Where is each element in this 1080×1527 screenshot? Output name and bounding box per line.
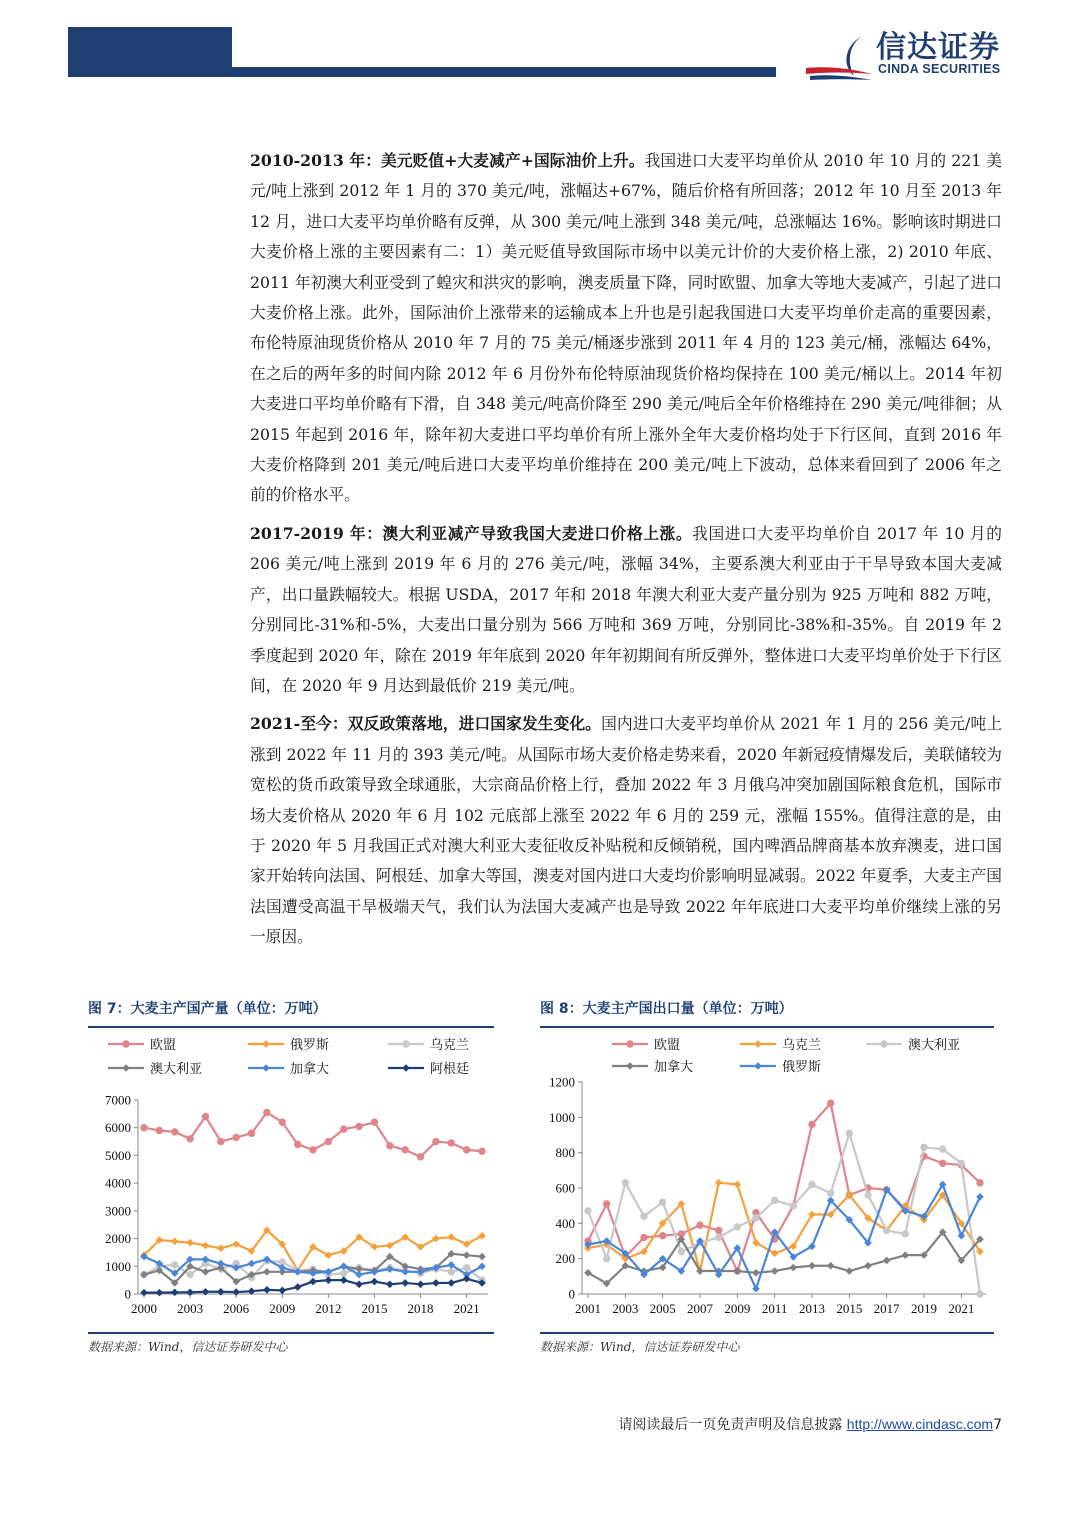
y-tick-label: 600 xyxy=(555,1180,575,1196)
data-point xyxy=(447,1279,455,1287)
data-point xyxy=(659,1233,665,1239)
data-point xyxy=(790,1264,798,1272)
data-point xyxy=(977,1291,983,1297)
y-tick-label: 2000 xyxy=(105,1231,131,1247)
x-tick-label: 2017 xyxy=(873,1301,900,1316)
legend-item xyxy=(248,1038,329,1053)
data-point xyxy=(463,1264,469,1270)
data-point xyxy=(478,1253,486,1261)
x-tick-label: 2003 xyxy=(177,1301,204,1316)
data-point xyxy=(355,1281,363,1289)
data-point xyxy=(715,1227,721,1233)
data-point xyxy=(433,1138,439,1144)
data-point xyxy=(325,1138,331,1144)
paragraph-body: 我国进口大麦平均单价自 2017 年 10 月的 206 美元/吨上涨到 2019 年 6 月的 276 美元/吨，涨幅 34%，主要系澳大利亚由于干旱导致本国大麦减产，出口量跌幅较大。根据 USDA，2017 年和 2018 年澳大利亚大麦产量分别为 925 万吨和 882 万吨，分别同比-31%和-5%，大麦出口量分别为 566 万吨和 369 万吨，分别同比-38%和-35%。自 2019 年 2 季度起到 2020 年，除在 2019 年年底到 2020 年年初期间有所反弹外，整体进口大麦平均单价处于下行区间，在 2020 年 9 月达到最低价 219 美元/吨。 xyxy=(250,523,1002,695)
figure-source: 数据来源：Wind，信达证券研发中心 xyxy=(540,1340,740,1354)
legend-label: 乌克兰 xyxy=(430,1038,470,1053)
series-乌克兰 xyxy=(584,1179,984,1275)
data-point xyxy=(603,1255,609,1261)
data-point xyxy=(141,1125,147,1131)
x-tick-label: 2009 xyxy=(724,1301,751,1316)
data-point xyxy=(603,1201,609,1207)
y-tick-label: 200 xyxy=(555,1251,575,1267)
data-point xyxy=(294,1283,302,1291)
data-point xyxy=(263,1286,271,1294)
series-欧盟 xyxy=(141,1109,485,1160)
paragraph-lead: 2017-2019 年：澳大利亚减产导致我国大麦进口价格上涨。 xyxy=(250,523,693,543)
data-point xyxy=(279,1119,285,1125)
data-point xyxy=(734,1181,742,1189)
legend-marker xyxy=(754,1062,762,1070)
data-point xyxy=(325,1276,333,1284)
data-point xyxy=(585,1208,591,1214)
x-tick-label: 2011 xyxy=(761,1301,788,1316)
y-tick-label: 1200 xyxy=(549,1074,575,1090)
legend-item xyxy=(108,1061,202,1077)
x-tick-label: 2001 xyxy=(575,1301,601,1316)
data-point xyxy=(846,1267,854,1275)
figure-source: 数据来源：Wind，信达证券研发中心 xyxy=(88,1340,288,1354)
legend-label: 澳大利亚 xyxy=(908,1038,961,1053)
data-point xyxy=(171,1289,179,1297)
data-point xyxy=(864,1262,872,1270)
data-point xyxy=(310,1147,316,1153)
legend-label: 加拿大 xyxy=(290,1062,330,1077)
data-point xyxy=(186,1239,194,1247)
legend-label: 加拿大 xyxy=(654,1060,694,1075)
legend-marker xyxy=(403,1041,409,1047)
body-text xyxy=(250,146,1002,961)
data-point xyxy=(752,1269,760,1277)
series-line xyxy=(588,1183,980,1271)
y-tick-label: 5000 xyxy=(105,1147,131,1163)
x-tick-label: 2000 xyxy=(131,1301,157,1316)
figure-rule-top xyxy=(540,1026,994,1028)
paragraph-lead: 2010-2013 年：美元贬值+大麦减产+国际油价上升。 xyxy=(250,151,645,170)
legend-marker xyxy=(402,1064,410,1072)
data-point xyxy=(294,1141,300,1147)
y-tick-label: 800 xyxy=(555,1145,575,1161)
footer-disclaimer: 请阅读最后一页免责声明及信息披露 xyxy=(618,1417,847,1433)
data-point xyxy=(976,1193,984,1201)
data-point xyxy=(432,1279,440,1287)
data-point xyxy=(387,1143,393,1149)
data-point xyxy=(771,1267,779,1275)
footer xyxy=(618,1414,1002,1434)
data-point xyxy=(386,1281,394,1289)
production-chart xyxy=(88,1032,494,1328)
legend-marker xyxy=(881,1041,887,1047)
x-tick-label: 2006 xyxy=(223,1301,250,1316)
cinda-logo xyxy=(802,30,1054,82)
legend-marker xyxy=(626,1062,634,1070)
data-point xyxy=(417,1281,425,1289)
data-point xyxy=(448,1140,454,1146)
data-point xyxy=(715,1179,723,1187)
data-point xyxy=(827,1262,835,1270)
legend-label: 俄罗斯 xyxy=(290,1038,330,1053)
y-tick-label: 4000 xyxy=(105,1175,131,1191)
x-tick-label: 2015 xyxy=(361,1301,388,1316)
x-tick-label: 2015 xyxy=(836,1301,863,1316)
data-point xyxy=(340,1276,348,1284)
y-tick-label: 7000 xyxy=(105,1092,131,1108)
data-point xyxy=(447,1233,455,1241)
data-point xyxy=(171,1238,179,1246)
series-阿根廷 xyxy=(140,1275,486,1296)
data-point xyxy=(977,1180,983,1186)
data-point xyxy=(172,1262,178,1268)
legend-marker xyxy=(754,1040,762,1048)
data-point xyxy=(697,1222,703,1228)
legend-marker xyxy=(627,1041,633,1047)
data-point xyxy=(172,1129,178,1135)
legend-item xyxy=(388,1037,469,1053)
legend-item xyxy=(740,1060,821,1075)
header-rule xyxy=(232,67,776,77)
data-point xyxy=(921,1144,927,1150)
data-point xyxy=(156,1289,164,1297)
data-point xyxy=(341,1126,347,1132)
data-point xyxy=(186,1289,194,1297)
data-point xyxy=(771,1197,777,1203)
series-欧盟 xyxy=(585,1100,983,1274)
data-point xyxy=(448,1269,454,1275)
data-point xyxy=(140,1289,148,1297)
data-point xyxy=(202,1113,208,1119)
data-point xyxy=(233,1134,239,1140)
paragraph-2010-2013 xyxy=(250,146,1002,511)
data-point xyxy=(417,1154,423,1160)
data-point xyxy=(463,1275,471,1283)
data-point xyxy=(232,1240,240,1248)
data-point xyxy=(248,1260,256,1268)
data-point xyxy=(278,1287,286,1295)
data-point xyxy=(622,1180,628,1186)
legend-marker xyxy=(123,1041,129,1047)
data-point xyxy=(752,1285,760,1293)
x-tick-label: 2009 xyxy=(269,1301,296,1316)
data-point xyxy=(356,1123,362,1129)
data-point xyxy=(463,1251,471,1259)
data-point xyxy=(264,1109,270,1115)
x-tick-label: 2003 xyxy=(612,1301,639,1316)
data-point xyxy=(263,1268,271,1276)
chart-axes xyxy=(549,1075,986,1317)
page-number: 7 xyxy=(993,1417,1002,1433)
x-tick-label: 2021 xyxy=(453,1301,480,1316)
data-point xyxy=(341,1270,347,1276)
legend-item xyxy=(388,1061,469,1077)
data-point xyxy=(401,1279,409,1287)
data-point xyxy=(309,1278,317,1286)
legend-marker xyxy=(262,1040,270,1048)
x-tick-label: 2012 xyxy=(315,1301,342,1316)
legend-label: 乌克兰 xyxy=(782,1038,822,1053)
data-point xyxy=(202,1268,210,1276)
x-tick-label: 2019 xyxy=(911,1301,937,1316)
legend-item xyxy=(612,1059,693,1075)
x-tick-label: 2021 xyxy=(948,1301,975,1316)
data-point xyxy=(734,1224,740,1230)
figure-rule-bottom xyxy=(540,1332,994,1334)
data-point xyxy=(678,1248,684,1254)
paragraph-2017-2019 xyxy=(250,519,1002,701)
figure-rule-bottom xyxy=(88,1332,494,1334)
data-point xyxy=(827,1100,833,1106)
legend-label: 欧盟 xyxy=(150,1038,177,1053)
figure-title: 图 7：大麦主产国产量（单位：万吨） xyxy=(88,1001,327,1017)
x-tick-label: 2013 xyxy=(799,1301,825,1316)
data-point xyxy=(902,1251,910,1259)
data-point xyxy=(734,1267,742,1275)
data-point xyxy=(809,1181,815,1187)
data-point xyxy=(883,1227,889,1233)
data-point xyxy=(958,1232,966,1240)
legend-label: 澳大利亚 xyxy=(150,1062,203,1077)
data-point xyxy=(715,1234,721,1240)
legend-item xyxy=(740,1037,821,1053)
data-point xyxy=(479,1148,485,1154)
y-tick-label: 6000 xyxy=(105,1120,131,1136)
export-chart xyxy=(540,1032,994,1328)
data-point xyxy=(659,1199,665,1205)
logo-chinese-name: 信达证券 xyxy=(876,30,1000,65)
data-point xyxy=(809,1121,815,1127)
logo-swoosh-icon xyxy=(802,30,876,82)
legend-item xyxy=(108,1038,176,1053)
data-point xyxy=(202,1242,210,1250)
data-point xyxy=(641,1234,647,1240)
data-point xyxy=(232,1288,240,1296)
data-point xyxy=(846,1130,852,1136)
figure-title: 图 8：大麦主产国出口量（单位：万吨） xyxy=(540,1001,793,1017)
logo-english-name: CINDA SECURITIES xyxy=(878,62,1001,76)
paragraph-body: 我国进口大麦平均单价从 2010 年 10 月的 221 美元/吨上涨到 2012 年 1 月的 370 美元/吨，涨幅达+67%，随后价格有所回落；2012 年 10 月至 2013 年 12 月，进口大麦平均单价略有反弹，从 300 美元/吨上涨到 348 美元/吨，总涨幅达 16%。影响该时期进口大麦价格上涨的主要因素有二：1）美元贬值导致国际市场中以美元计价的大麦价格上涨，2) 2010 年底、2011 年初澳大利亚受到了蝗灾和洪灾的影响，澳麦质量下降，同时欧盟、加拿大等地大麦减产，引起了进口大麦价格上涨。此外，国际油价上涨带来的运输成本上升也是引起我国进口大麦平均单价走高的重要因素，布伦特原油现货价格从 2010 年 7 月的 75 美元/桶逐步涨到 2011 年 4 月的 123 美元/桶，涨幅达 64%，在之后的两年多的时间内除 2012 年 6 月份外布伦特原油现货价格均保持在 100 美元/桶以上。2014 年初大麦进口平均单价略有下滑，自 348 美元/吨高价降至 290 美元/吨后全年价格维持在 290 美元/吨徘徊；从 2015 年起到 2016 年，除年初大麦进口平均单价有所上涨外全年大麦价格均处于下行区间，直到 2016 年大麦价格降到 201 美元/吨后进口大麦平均单价维持在 200 美元/吨上下波动，总体来看回到了 2006 年之前的价格水平。 xyxy=(250,151,1002,505)
data-point xyxy=(641,1213,647,1219)
data-point xyxy=(187,1271,193,1277)
legend-label: 阿根廷 xyxy=(430,1062,470,1077)
data-point xyxy=(218,1138,224,1144)
data-point xyxy=(939,1146,945,1152)
footer-url-link[interactable]: http://www.cindasc.com xyxy=(846,1416,994,1432)
data-point xyxy=(187,1136,193,1142)
legend-label: 俄罗斯 xyxy=(782,1060,822,1075)
figure-rule-top xyxy=(88,1026,494,1028)
y-tick-label: 3000 xyxy=(105,1203,131,1219)
legend-marker xyxy=(122,1064,130,1072)
paragraph-lead: 2021-至今：双反政策落地，进口国家发生变化。 xyxy=(250,714,602,734)
x-tick-label: 2007 xyxy=(687,1301,713,1316)
data-point xyxy=(402,1147,408,1153)
paragraph-2021-now xyxy=(250,709,1002,952)
data-point xyxy=(790,1202,796,1208)
y-tick-label: 0 xyxy=(568,1286,575,1302)
data-point xyxy=(156,1127,162,1133)
data-point xyxy=(865,1192,871,1198)
x-tick-label: 2018 xyxy=(407,1301,434,1316)
data-point xyxy=(371,1278,379,1286)
data-point xyxy=(463,1147,469,1153)
y-tick-label: 1000 xyxy=(105,1258,131,1274)
legend-item xyxy=(866,1037,960,1053)
data-point xyxy=(958,1160,964,1166)
data-point xyxy=(939,1160,945,1166)
data-point xyxy=(371,1119,377,1125)
header-bar xyxy=(68,27,232,77)
data-point xyxy=(248,1130,254,1136)
data-point xyxy=(217,1260,225,1268)
legend-item xyxy=(248,1061,329,1077)
data-point xyxy=(808,1262,816,1270)
data-point xyxy=(883,1257,891,1265)
y-tick-label: 0 xyxy=(124,1286,131,1302)
legend-label: 欧盟 xyxy=(654,1038,681,1053)
legend-item xyxy=(612,1038,680,1053)
legend-marker xyxy=(262,1064,270,1072)
data-point xyxy=(753,1215,759,1221)
paragraph-body: 国内进口大麦平均单价从 2021 年 1 月的 256 美元/吨上涨到 2022 年 11 月的 393 美元/吨。从国际市场大麦价格走势来看，2020 年新冠疫情爆发后，美联储较为宽松的货币政策导致全球通胀，大宗商品价格上行，叠加 2022 年 3 月俄乌冲突加剧国际粮食危机，国际市场大麦价格从 2020 年 6 月 102 元底部上涨至 2022 年 6 月的 259 元，涨幅 155%。值得注意的是，由于 2020 年 5 月我国正式对澳大利亚大麦征收反补贴税和反倾销税，国内啤酒品牌商基本放弃澳麦，进口国家开始转向法国、阿根廷、加拿大等国，澳麦对国内进口大麦均价影响明显减弱。2022 年夏季，大麦主产国法国遭受高温干旱极端天气，我们认为法国大麦减产也是导致 2022 年年底进口大麦平均单价继续上涨的另一原因。 xyxy=(250,714,1003,947)
data-point xyxy=(217,1244,225,1252)
x-tick-label: 2005 xyxy=(649,1301,676,1316)
y-tick-label: 1000 xyxy=(549,1109,575,1125)
data-point xyxy=(827,1190,833,1196)
y-tick-label: 400 xyxy=(555,1215,575,1231)
data-point xyxy=(902,1231,908,1237)
